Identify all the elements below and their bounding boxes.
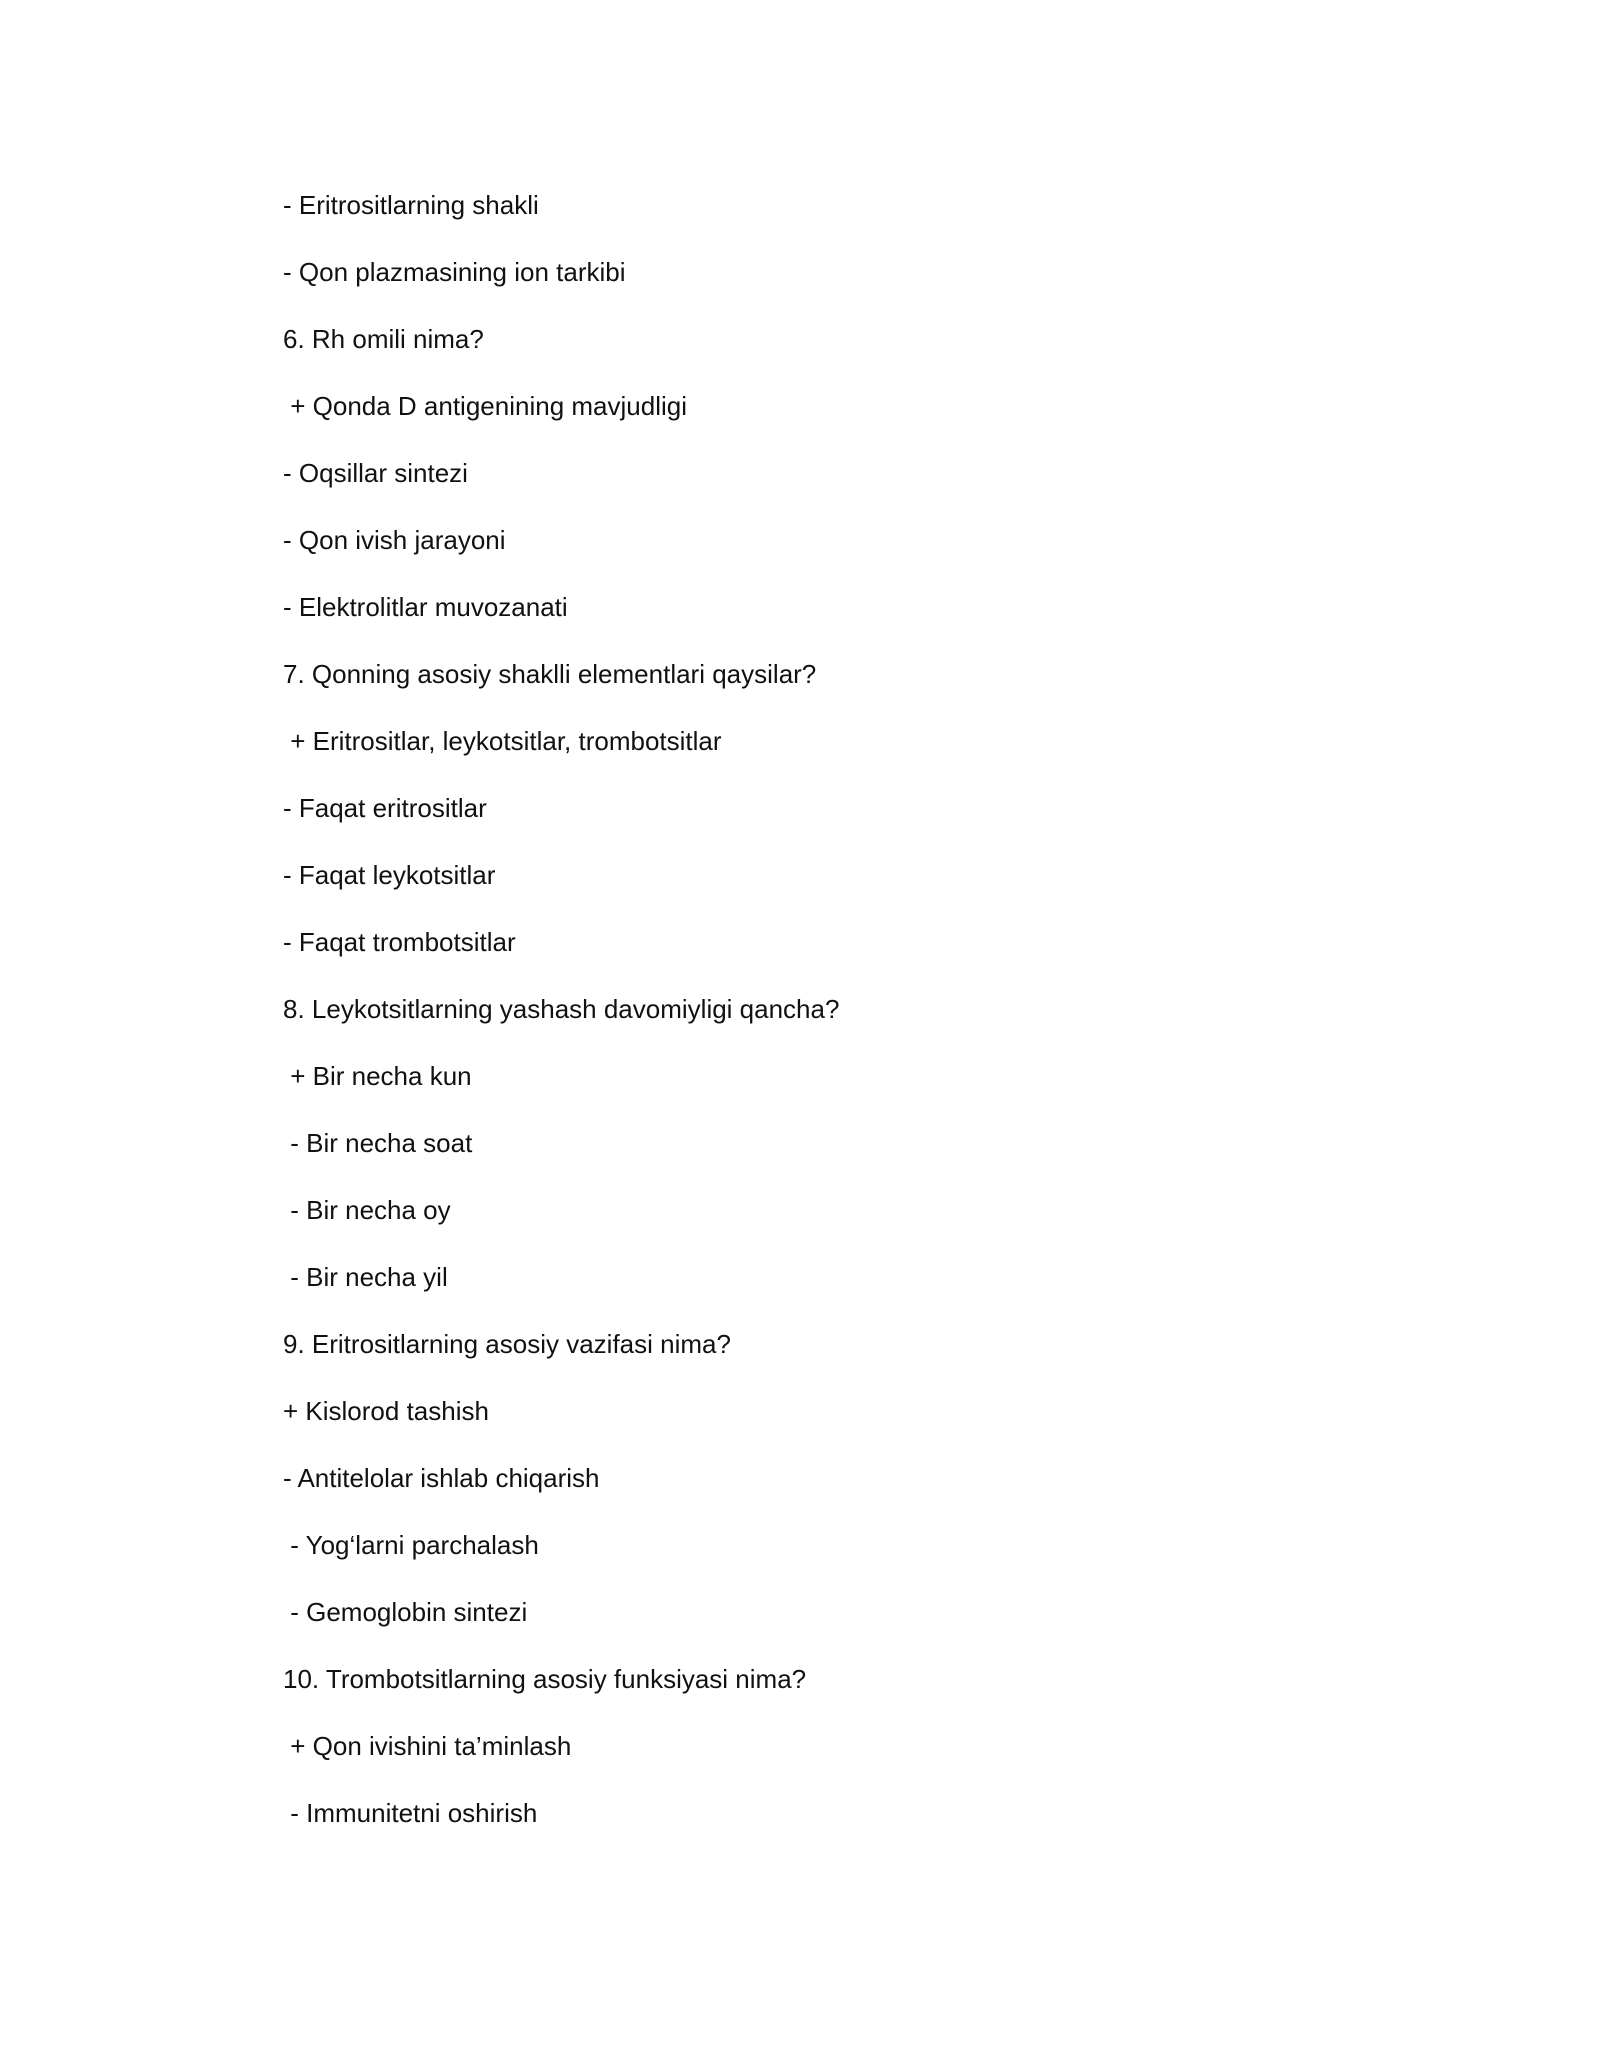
question-7: 7. Qonning asosiy shaklli elementlari qaysilar? [283,659,817,689]
answer-option: - Bir necha yil [283,1262,448,1292]
answer-option: - Gemoglobin sintezi [283,1597,528,1627]
answer-option: - Bir necha oy [283,1195,451,1225]
question-8: 8. Leykotsitlarning yashash davomiyligi qancha? [283,994,840,1024]
answer-option: - Yog‘larni parchalash [283,1530,539,1560]
answer-option-correct: + Qon ivishini ta’minlash [283,1731,572,1761]
answer-option: - Bir necha soat [283,1128,473,1158]
question-6: 6. Rh omili nima? [283,324,484,354]
answer-option: - Elektrolitlar muvozanati [283,592,568,622]
answer-option: - Qon ivish jarayoni [283,525,506,555]
question-10: 10. Trombotsitlarning asosiy funksiyasi nima? [283,1664,807,1694]
answer-option-correct: + Qonda D antigenining mavjudligi [283,391,687,421]
answer-option-correct: + Kislorod tashish [283,1396,489,1426]
answer-option-correct: + Bir necha kun [283,1061,472,1091]
document-body [283,185,1383,1860]
answer-option: - Antitelolar ishlab chiqarish [283,1463,600,1493]
answer-option: - Immunitetni oshirish [283,1798,538,1828]
answer-option: - Oqsillar sintezi [283,458,468,488]
answer-option: - Faqat eritrositlar [283,793,487,823]
answer-option: - Faqat trombotsitlar [283,927,516,957]
answer-option: - Faqat leykotsitlar [283,860,496,890]
question-9: 9. Eritrositlarning asosiy vazifasi nima? [283,1329,731,1359]
answer-option: - Eritrositlarning shakli [283,190,539,220]
answer-option-correct: + Eritrositlar, leykotsitlar, trombotsitlar [283,726,722,756]
answer-option: - Qon plazmasining ion tarkibi [283,257,626,287]
